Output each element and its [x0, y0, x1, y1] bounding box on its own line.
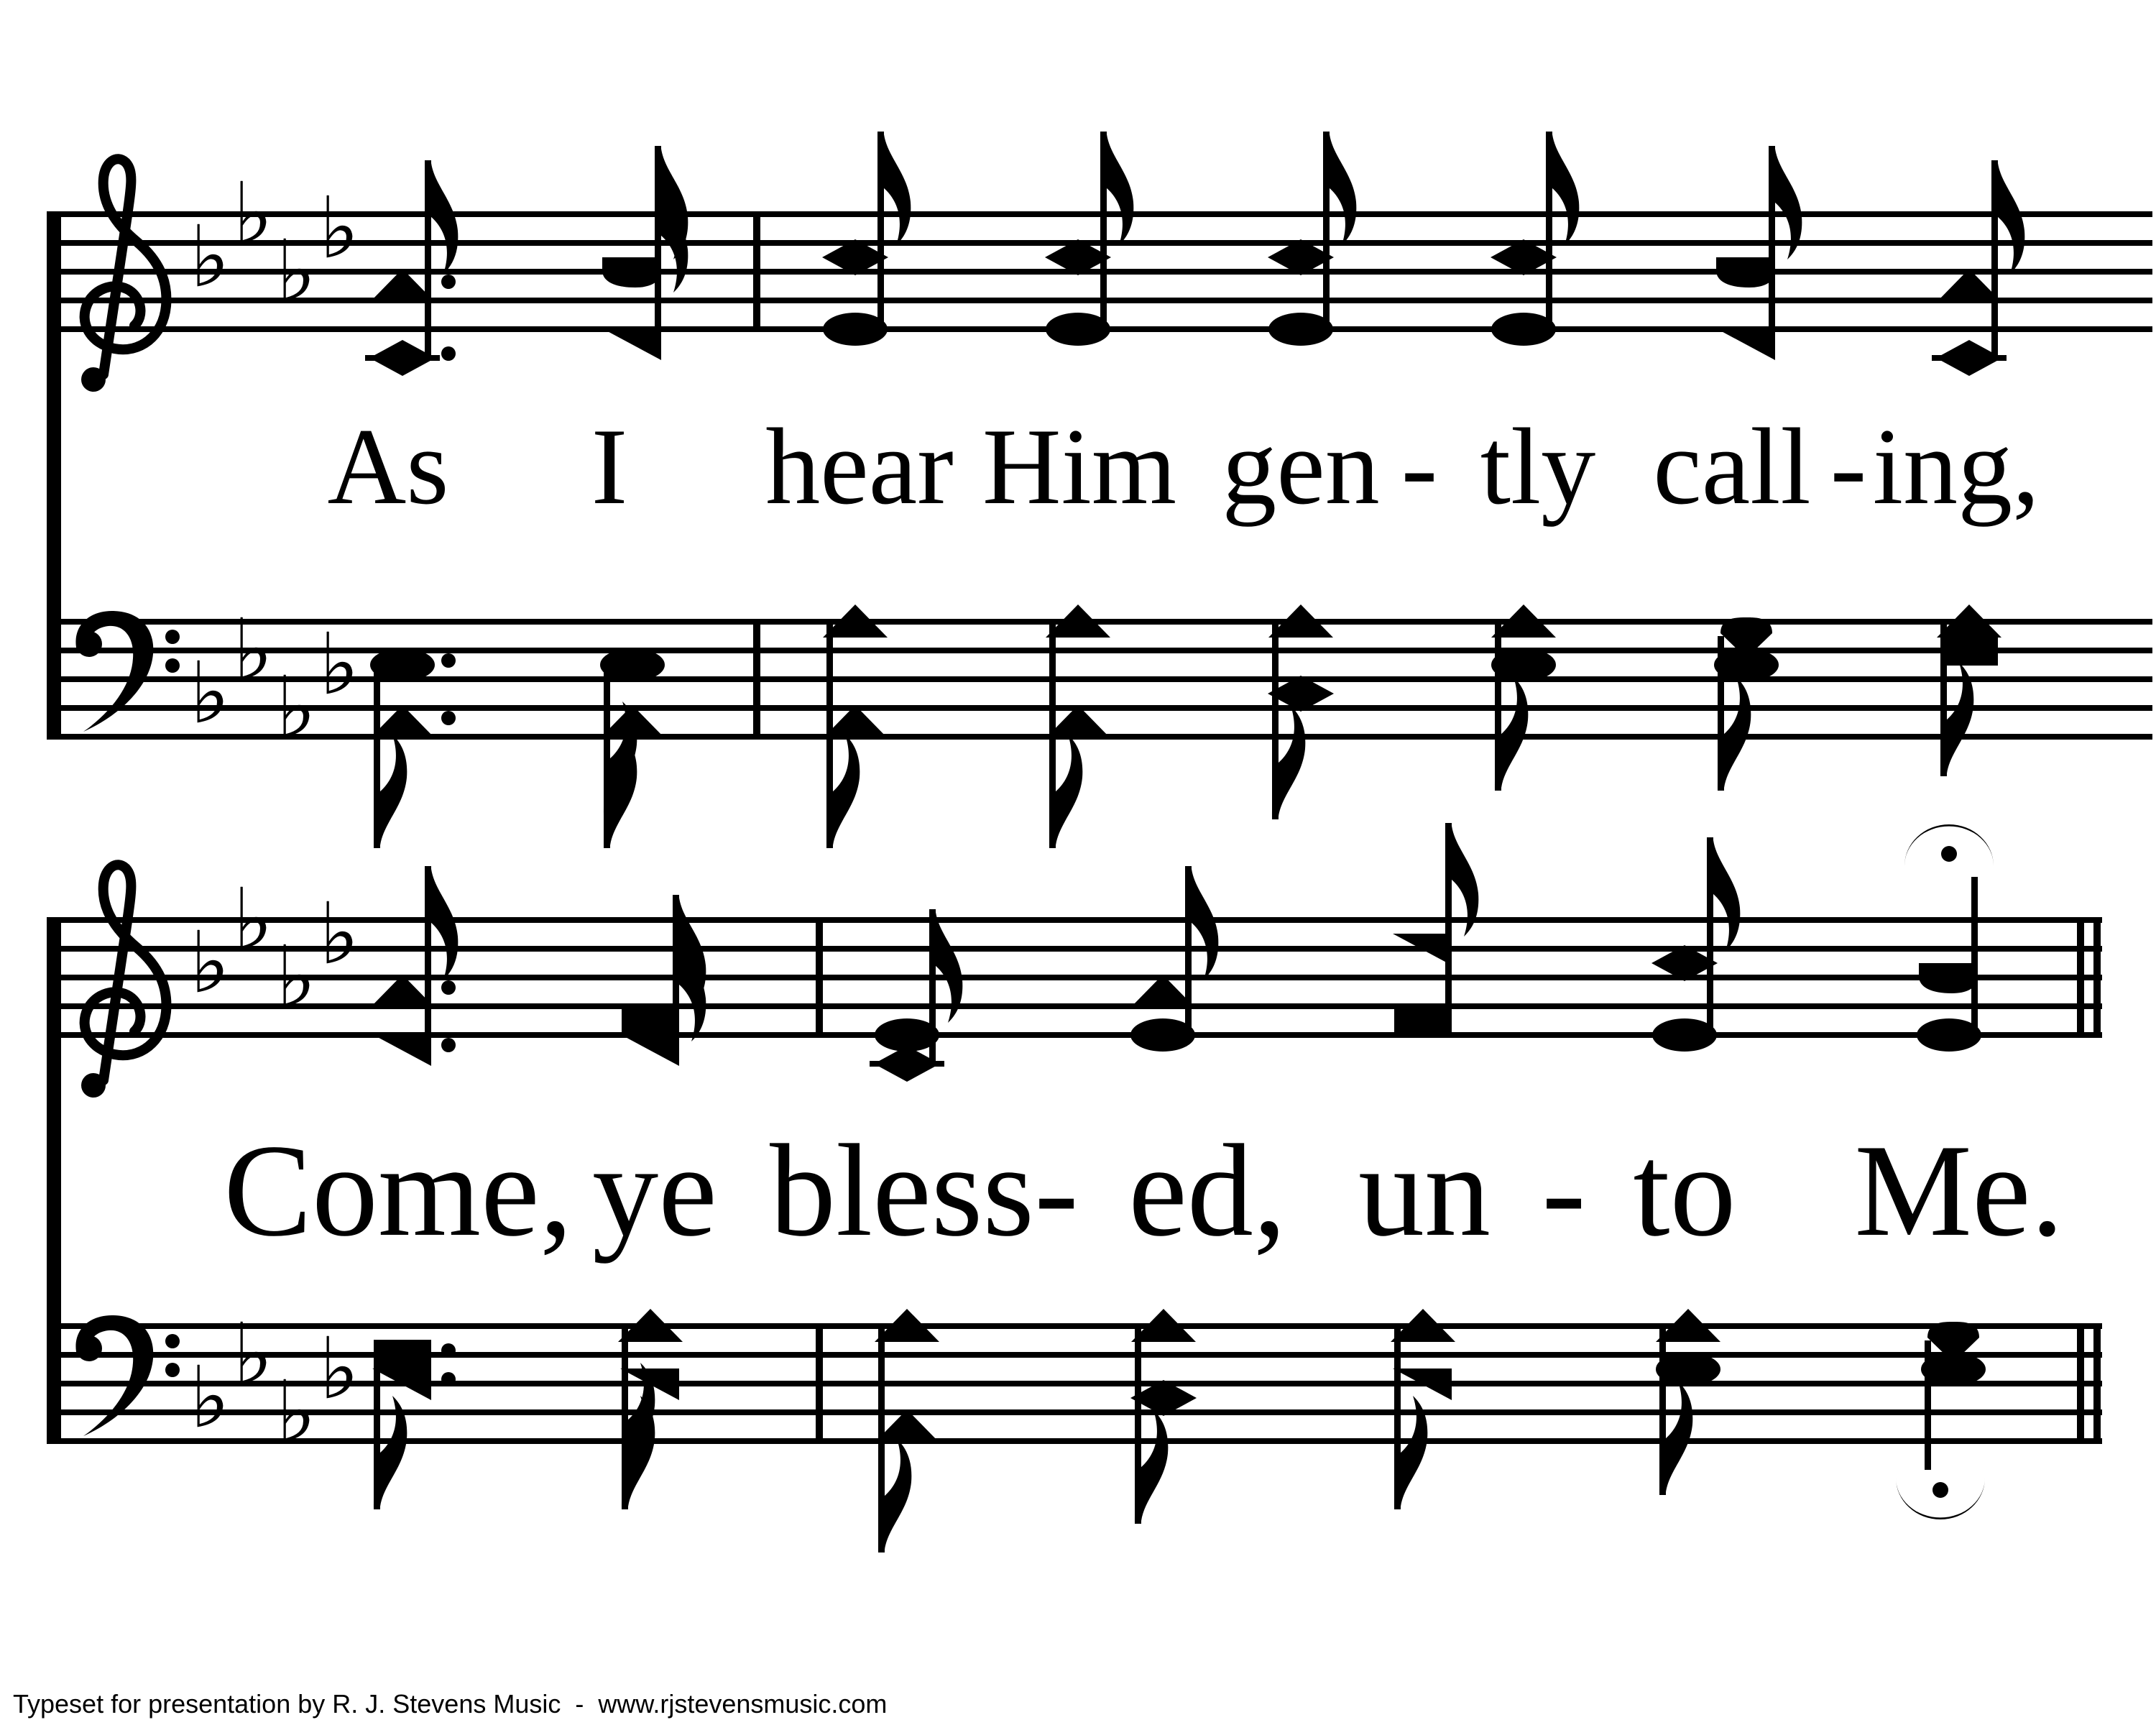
flat-sign-icon: ♭	[190, 643, 230, 742]
staff-line	[47, 269, 2152, 275]
barline	[2093, 1326, 2101, 1441]
staff-line	[47, 1003, 2102, 1009]
notehead-sol	[1130, 1018, 1195, 1052]
augmentation-dot	[441, 1372, 456, 1386]
notehead-sol	[1491, 648, 1556, 681]
notehead-la	[1394, 1006, 1452, 1036]
staff-line	[47, 1438, 2102, 1444]
flat-sign-icon: ♭	[233, 870, 273, 969]
flat-sign-icon: ♭	[233, 600, 273, 699]
notehead-sol	[1652, 1018, 1717, 1052]
lyric-syllable: ye	[592, 1117, 717, 1264]
bass-clef-icon	[76, 1335, 102, 1361]
treble-clef-icon	[81, 1073, 106, 1098]
notehead-sol	[823, 313, 888, 346]
lyric-syllable: -	[1034, 1117, 1079, 1264]
lyric-syllable: ed,	[1128, 1117, 1286, 1264]
notehead-la	[622, 1006, 679, 1036]
barline	[753, 622, 760, 737]
treble-clef-icon	[85, 865, 167, 1080]
augmentation-dot	[441, 980, 456, 995]
bass-clef-icon	[75, 1315, 153, 1436]
staff-line	[47, 211, 2152, 217]
lyric-syllable: I	[591, 406, 628, 527]
notehead-sol	[1921, 1353, 1986, 1386]
flat-sign-icon: ♭	[276, 927, 316, 1026]
treble-clef-icon	[85, 159, 167, 374]
notehead-sol	[1656, 1353, 1720, 1386]
flat-sign-icon: ♭	[190, 913, 230, 1012]
notehead-sol	[1491, 313, 1556, 346]
notehead-fa	[1716, 328, 1775, 360]
lyric-syllable: Him	[982, 406, 1177, 527]
lyric-syllable: As	[327, 406, 449, 527]
flat-sign-icon: ♭	[233, 1305, 273, 1404]
flat-sign-icon: ♭	[190, 207, 230, 306]
staff-line	[47, 240, 2152, 246]
barline	[816, 1326, 823, 1441]
fermata-icon	[1932, 1482, 1948, 1498]
fermata-icon	[1941, 846, 1957, 862]
system-barline	[47, 211, 61, 740]
notehead-fa	[620, 1034, 679, 1066]
lyric-syllable: ing,	[1872, 406, 2040, 527]
augmentation-dot	[441, 275, 456, 289]
staff-line	[47, 298, 2152, 303]
staff-line	[47, 1032, 2102, 1038]
lyric-syllable: call	[1653, 406, 1811, 527]
lyric-syllable: bless	[770, 1117, 1034, 1264]
treble-clef-icon	[81, 367, 106, 392]
barline	[2077, 1326, 2084, 1441]
lyric-syllable: Me.	[1854, 1117, 2064, 1264]
bass-clef-icon	[76, 631, 102, 657]
flat-sign-icon: ♭	[319, 178, 359, 277]
barline	[816, 920, 823, 1035]
notehead-fa	[602, 328, 661, 360]
lyric-syllable: Come,	[224, 1117, 573, 1264]
lyric-syllable: tly	[1480, 406, 1596, 527]
barline	[2077, 920, 2084, 1035]
augmentation-dot	[441, 653, 456, 668]
bass-clef-icon	[165, 630, 180, 644]
notehead-sol	[1714, 648, 1779, 681]
flat-sign-icon: ♭	[233, 164, 273, 263]
notehead-sol	[1917, 1018, 1981, 1052]
lyric-syllable: -	[1401, 406, 1438, 527]
staff-line	[47, 619, 2152, 625]
notehead-sol	[600, 648, 665, 681]
bass-clef-icon	[75, 611, 153, 732]
notehead-fa	[372, 1034, 431, 1066]
notehead-la	[374, 1340, 431, 1370]
lyric-syllable: un	[1358, 1117, 1491, 1264]
bass-clef-icon	[165, 1363, 180, 1377]
lyric-syllable: hear	[765, 406, 954, 527]
notehead-re	[1919, 963, 1978, 993]
notehead-sol	[370, 648, 435, 681]
augmentation-dot	[441, 1343, 456, 1358]
notehead-re	[1716, 257, 1775, 288]
notehead-sol	[1046, 313, 1110, 346]
bass-clef-icon	[165, 658, 180, 673]
flat-sign-icon: ♭	[319, 615, 359, 714]
notehead-re	[602, 257, 661, 288]
lyric-syllable: -	[1830, 406, 1867, 527]
note-stem	[1971, 877, 1978, 1035]
lyric-syllable: gen	[1222, 406, 1380, 527]
barline	[753, 214, 760, 329]
flat-sign-icon: ♭	[276, 221, 316, 321]
lyric-syllable: to	[1633, 1117, 1736, 1264]
system-barline	[47, 917, 61, 1444]
augmentation-dot	[441, 346, 456, 361]
flat-sign-icon: ♭	[319, 884, 359, 983]
footer-credit: Typeset for presentation by R. J. Stevens Music - www.rjstevensmusic.com	[13, 1689, 888, 1719]
notehead-la	[1940, 635, 1998, 666]
staff-line	[47, 705, 2152, 711]
lyric-syllable: -	[1542, 1117, 1586, 1264]
staff-line	[47, 676, 2152, 682]
staff-line	[47, 648, 2152, 653]
notehead-sol	[1268, 313, 1333, 346]
augmentation-dot	[441, 1038, 456, 1052]
flat-sign-icon: ♭	[276, 658, 316, 757]
flat-sign-icon: ♭	[319, 1319, 359, 1418]
barline	[2093, 920, 2101, 1035]
flat-sign-icon: ♭	[190, 1348, 230, 1447]
flat-sign-icon: ♭	[276, 1362, 316, 1461]
augmentation-dot	[441, 711, 456, 725]
bass-clef-icon	[165, 1334, 180, 1348]
